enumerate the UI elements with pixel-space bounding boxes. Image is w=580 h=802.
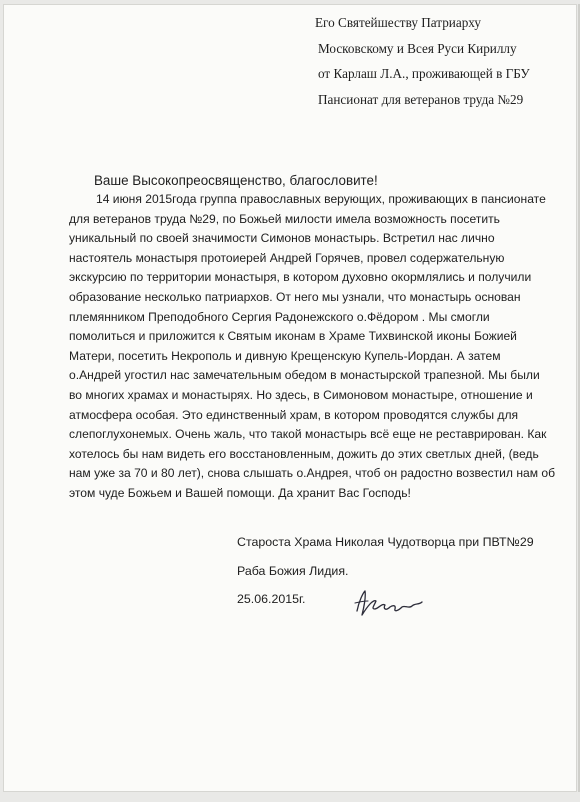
body-line: помолиться и приложится к Святым иконам в Храме Тихвинской иконы Божией — [69, 329, 517, 344]
signer-name: Раба Божия Лидия. — [237, 564, 349, 578]
body-line: уникальный по своей значимости Симонов монастырь. Встретил нас лично — [69, 231, 495, 246]
body-line: этом чуде Божьем и Вашей помощи. Да хранит Вас Господь! — [69, 485, 411, 500]
greeting: Ваше Высокопреосвященство, благословите! — [94, 173, 378, 188]
body-line: Матери, посетить Некрополь и дивную Крещенскую Купель-Иордан. А затем — [69, 348, 501, 363]
body-line: атмосфера особая. Это единственный храм, в котором проводятся службы для — [69, 407, 519, 422]
addressee-line: Московскому и Всея Руси Кириллу — [318, 40, 517, 56]
addressee-line: Его Святейшеству Патриарху — [315, 15, 481, 30]
letter-body — [69, 190, 556, 504]
addressee-line: от Карлаш Л.А., проживающей в ГБУ — [318, 66, 530, 81]
letter-date: 25.06.2015г. — [237, 592, 306, 606]
body-line: экскурсию по территории монастыря, в котором духовно окормлялись и получили — [69, 270, 532, 285]
body-line: настоятель монастыря протоиерей Андрей Горячев, провел содержательную — [69, 250, 505, 265]
body-line: слепоглухонемых. Очень жаль, что такой монастырь всё еще не реставрирован. Как — [69, 427, 547, 442]
body-line: для ветеранов труда №29, по Божьей милости имела возможность посетить — [69, 211, 500, 226]
signer-title: Староста Храма Николая Чудотворца при ПВТ№29 — [237, 535, 534, 549]
body-line: образование несколько патриархов. От него мы узнали, что монастырь основан — [69, 289, 521, 304]
body-line: во многих храмах и монастырях. Но здесь, в Симоновом монастыре, отношение и — [69, 387, 533, 402]
body-line: племянником Преподобного Сергия Радонежского о.Фёдором . Мы смогли — [69, 309, 490, 324]
handwritten-signature — [349, 587, 429, 621]
addressee-block — [315, 10, 530, 112]
addressee-line: Пансионат для ветеранов труда №29 — [318, 91, 524, 107]
body-line: о.Андрей угостил нас замечательным обедом в монастырской трапезной. Мы были — [69, 368, 540, 383]
body-line: 14 июня 2015года группа православных верующих, проживающих в пансионате — [96, 192, 546, 206]
body-line: хотелось бы нам видеть его восстановленным, дожить до этих светлых дней, (ведь — [69, 446, 539, 461]
body-line: нам уже за 70 и 80 лет), снова слышать о.Андрея, чтоб он радостно возвестил нам об — [69, 466, 556, 481]
letter-page — [3, 4, 577, 792]
